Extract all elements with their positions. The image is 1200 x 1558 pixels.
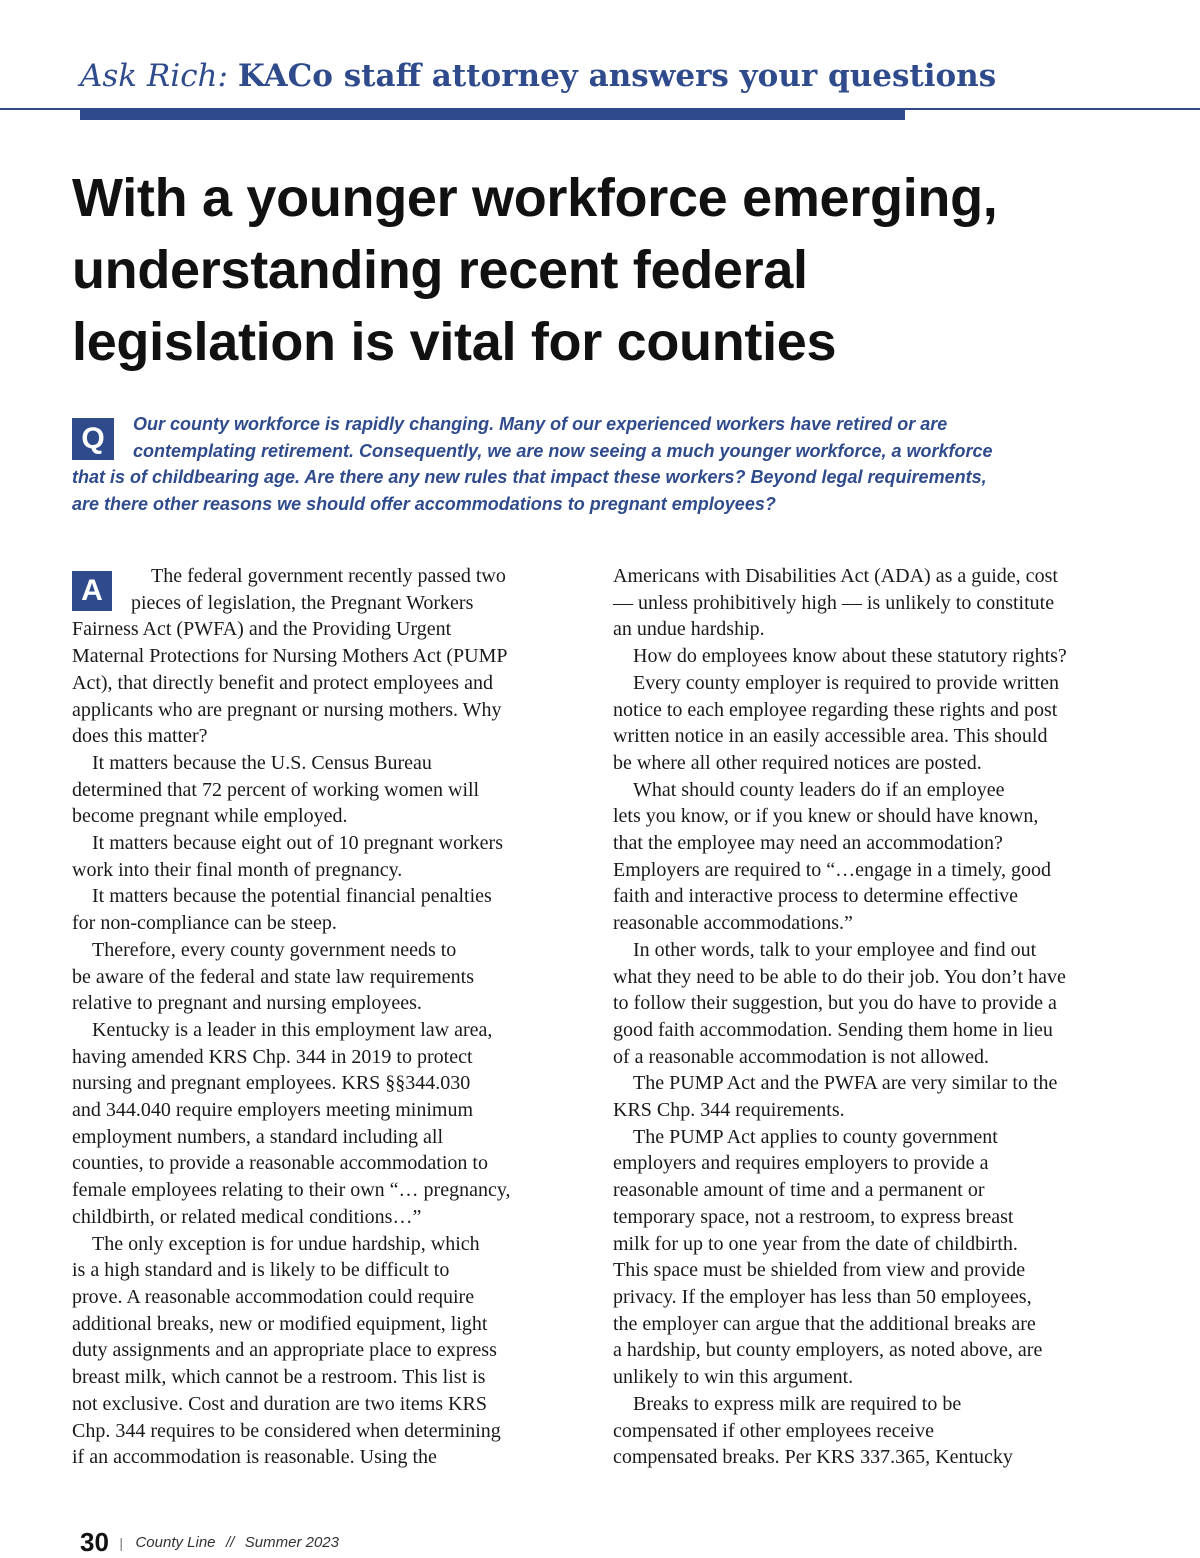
body-line: pieces of legislation, the Pregnant Workers: [131, 591, 474, 614]
body-line: work into their final month of pregnancy.: [72, 858, 403, 881]
body-line: It matters because eight out of 10 pregnant workers: [92, 832, 503, 855]
body-line: How do employees know about these statutory rights?: [633, 645, 1067, 668]
body-line: that the employee may need an accommodation?: [613, 832, 1003, 855]
body-line: milk for up to one year from the date of childbirth.: [613, 1232, 1018, 1255]
body-line: female employees relating to their own “… pregnancy,: [72, 1179, 511, 1202]
section-header: [80, 58, 996, 94]
body-line: is a high standard and is likely to be difficult to: [72, 1259, 450, 1282]
body-line: prove. A reasonable accommodation could require: [72, 1285, 475, 1308]
body-line: — unless prohibitively high — is unlikely to constitute: [613, 591, 1055, 614]
body-line: does this matter?: [72, 725, 208, 748]
body-line: determined that 72 percent of working women will: [72, 778, 480, 801]
footer-separator: |: [119, 1534, 124, 1551]
question-line: that is of childbearing age. Are there any new rules that impact these workers? Beyond legal requirements,: [72, 467, 987, 488]
body-line: written notice in an easily accessible area. This should: [613, 725, 1048, 748]
body-line: of a reasonable accommodation is not allowed.: [613, 1045, 989, 1068]
body-line: be where all other required notices are posted.: [613, 751, 982, 774]
body-line: applicants who are pregnant or nursing mothers. Why: [72, 698, 502, 721]
body-line: The PUMP Act applies to county government: [633, 1125, 998, 1148]
body-line: employment numbers, a standard including all: [72, 1125, 444, 1148]
body-line: Chp. 344 requires to be considered when determining: [72, 1419, 501, 1442]
body-line: notice to each employee regarding these rights and post: [613, 698, 1058, 721]
headline-line: legislation is vital for counties: [72, 312, 837, 372]
body-line: the employer can argue that the additional breaks are: [613, 1312, 1036, 1335]
body-line: a hardship, but county employers, as noted above, are: [613, 1339, 1043, 1362]
body-line: what they need to be able to do their job. You don’t have: [613, 965, 1066, 988]
body-line: be aware of the federal and state law requirements: [72, 965, 475, 988]
question-line: Our county workforce is rapidly changing. Many of our experienced workers have retired or are: [133, 414, 948, 434]
body-line: Kentucky is a leader in this employment law area,: [92, 1018, 493, 1041]
question-text: [72, 411, 1142, 517]
body-line: not exclusive. Cost and duration are two items KRS: [72, 1392, 487, 1415]
footer-slash: //: [225, 1534, 235, 1551]
body-line: unlikely to win this argument.: [613, 1366, 854, 1389]
body-line: Every county employer is required to provide written: [633, 671, 1059, 694]
body-line: for non-compliance can be steep.: [72, 912, 337, 935]
publication-name: County Line: [135, 1534, 216, 1551]
body-line: become pregnant while employed.: [72, 805, 348, 828]
answer-column-right: [613, 563, 1143, 1471]
page-number: 30: [80, 1527, 109, 1557]
body-line: KRS Chp. 344 requirements.: [613, 1099, 845, 1122]
body-line: having amended KRS Chp. 344 in 2019 to protect: [72, 1045, 473, 1068]
body-line: if an accommodation is reasonable. Using the: [72, 1446, 437, 1469]
body-line: What should county leaders do if an employee: [633, 778, 1005, 801]
headline-line: With a younger workforce emerging,: [72, 168, 998, 228]
body-line: duty assignments and an appropriate place to express: [72, 1339, 497, 1362]
body-line: additional breaks, new or modified equipment, light: [72, 1312, 488, 1335]
page-footer: [80, 1527, 339, 1558]
body-line: It matters because the potential financial penalties: [92, 885, 492, 908]
body-line: good faith accommodation. Sending them home in lieu: [613, 1018, 1053, 1041]
body-line: an undue hardship.: [613, 618, 765, 641]
body-line: and 344.040 require employers meeting minimum: [72, 1099, 474, 1122]
headline-line: understanding recent federal: [72, 240, 808, 300]
body-line: compensated breaks. Per KRS 337.365, Kentucky: [613, 1446, 1013, 1469]
body-line: This space must be shielded from view and provide: [613, 1259, 1026, 1282]
article-headline: [72, 162, 1152, 378]
body-line: counties, to provide a reasonable accommodation to: [72, 1152, 488, 1175]
body-line: It matters because the U.S. Census Bureau: [92, 751, 432, 774]
body-line: faith and interactive process to determine effective: [613, 885, 1018, 908]
body-line: Breaks to express milk are required to be: [633, 1392, 962, 1415]
body-line: In other words, talk to your employee and find out: [633, 938, 1037, 961]
section-header-prefix: Ask Rich:: [80, 58, 228, 94]
question-badge: Q: [72, 418, 114, 460]
body-line: reasonable amount of time and a permanent or: [613, 1179, 985, 1202]
body-line: Act), that directly benefit and protect employees and: [72, 671, 493, 694]
section-header-title: KACo staff attorney answers your questions: [237, 58, 997, 94]
body-line: relative to pregnant and nursing employees.: [72, 992, 422, 1015]
body-line: employers and requires employers to provide a: [613, 1152, 989, 1175]
body-line: Fairness Act (PWFA) and the Providing Urgent: [72, 618, 452, 641]
body-line: breast milk, which cannot be a restroom. This list is: [72, 1366, 486, 1389]
answer-column-left: [72, 563, 592, 1471]
body-line: Therefore, every county government needs to: [92, 938, 457, 961]
body-line: Americans with Disabilities Act (ADA) as a guide, cost: [613, 565, 1058, 587]
body-line: lets you know, or if you knew or should have known,: [613, 805, 1039, 828]
body-line: temporary space, not a restroom, to express breast: [613, 1205, 1014, 1228]
body-line: privacy. If the employer has less than 50 employees,: [613, 1285, 1032, 1308]
body-line: The federal government recently passed two: [151, 565, 506, 587]
body-line: Maternal Protections for Nursing Mothers Act (PUMP: [72, 645, 508, 668]
question-line: are there other reasons we should offer accommodations to pregnant employees?: [72, 493, 776, 514]
header-accent-bar: [80, 109, 905, 120]
body-line: The only exception is for undue hardship, which: [92, 1232, 480, 1255]
body-line: compensated if other employees receive: [613, 1419, 934, 1442]
answer-badge: A: [72, 571, 112, 611]
question-line: contemplating retirement. Consequently, we are now seeing a much younger workforce, a workforce: [133, 440, 993, 461]
body-line: nursing and pregnant employees. KRS §§344.030: [72, 1072, 471, 1095]
body-line: Employers are required to “…engage in a timely, good: [613, 858, 1051, 881]
body-line: reasonable accommodations.”: [613, 912, 853, 935]
body-line: to follow their suggestion, but you do have to provide a: [613, 992, 1057, 1015]
body-line: The PUMP Act and the PWFA are very similar to the: [633, 1072, 1058, 1095]
body-line: childbirth, or related medical conditions…”: [72, 1205, 422, 1228]
issue-date: Summer 2023: [244, 1534, 339, 1551]
